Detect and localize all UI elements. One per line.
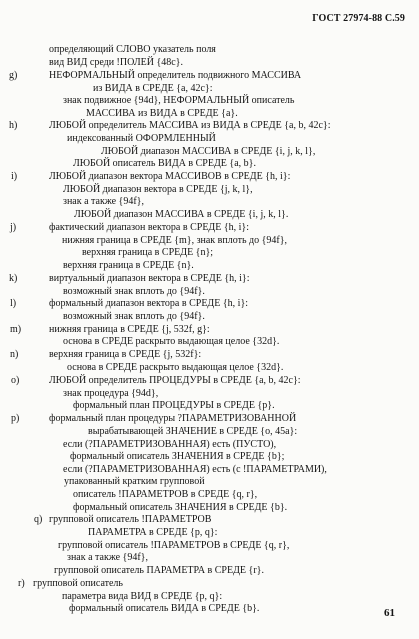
text-line: формальный диапазон вектора в СРЕДЕ {h, i}:	[49, 298, 249, 309]
item-marker: p)	[11, 413, 20, 424]
text-line: описатель !ПАРАМЕТРОВ в СРЕДЕ {q, r},	[73, 489, 258, 500]
item-marker: o)	[11, 375, 20, 386]
item-marker: l)	[10, 298, 17, 309]
text-line: формальный описатель ЗНАЧЕНИЯ в СРЕДЕ {b};	[70, 451, 285, 462]
text-line: упакованный кратким групповой	[64, 476, 205, 487]
item-marker: k)	[9, 273, 18, 284]
text-line: групповой описатель !ПАРАМЕТРОВ	[49, 514, 212, 525]
text-line: если (?ПАРАМЕТРИЗОВАННАЯ) есть (с !ПАРАМЕТРАМИ),	[63, 464, 327, 475]
text-line: знак а также {94f},	[63, 196, 144, 207]
text-line: если (?ПАРАМЕТРИЗОВАННАЯ) есть (ПУСТО),	[63, 439, 277, 450]
text-line: из ВИДА в СРЕДЕ {a, 42c}:	[93, 83, 213, 94]
text-line: верхняя граница в СРЕДЕ {n}.	[63, 260, 194, 271]
item-marker: g)	[9, 70, 18, 81]
text-line: верхняя граница в СРЕДЕ {j, 532f}:	[49, 349, 202, 360]
page-number: 61	[384, 607, 395, 619]
text-line: ЛЮБОЙ диапазон вектора МАССИВОВ в СРЕДЕ {h, i}:	[49, 171, 291, 182]
text-line: индексованный ОФОРМЛЕННЫЙ	[67, 133, 216, 144]
text-line: вид ВИД среди !ПОЛЕЙ {48c}.	[49, 57, 183, 68]
text-line: фактический диапазон вектора в СРЕДЕ {h, i}:	[49, 222, 250, 233]
item-marker: h)	[9, 120, 18, 131]
text-line: формальный описатель ЗНАЧЕНИЯ в СРЕДЕ {b}.	[73, 502, 288, 513]
text-line: ЛЮБОЙ диапазон МАССИВА в СРЕДЕ {i, j, k, l}.	[74, 209, 289, 220]
text-line: нижняя граница в СРЕДЕ {m}, знак вплоть до {94f},	[62, 235, 288, 246]
text-line: групповой описатель	[33, 578, 123, 589]
text-line: НЕФОРМАЛЬНЫЙ определитель подвижного МАССИВА	[49, 70, 302, 81]
text-line: МАССИВА из ВИДА в СРЕДЕ {a}.	[86, 108, 238, 119]
item-marker: q)	[34, 514, 43, 525]
item-marker: j)	[10, 222, 17, 233]
text-line: знак а также {94f},	[67, 552, 148, 563]
text-line: основа в СРЕДЕ раскрыто выдающая целое {32d}.	[63, 336, 280, 347]
item-marker: n)	[10, 349, 19, 360]
text-line: формальный план процедуры ?ПАРАМЕТРИЗОВАННОЙ	[49, 413, 297, 424]
text-line: знак процедура {94d},	[63, 388, 159, 399]
text-line: возможный знак вплоть до {94f}.	[63, 311, 205, 322]
item-marker: i)	[11, 171, 18, 182]
text-line: формальный описатель ВИДА в СРЕДЕ {b}.	[69, 603, 260, 614]
item-marker: r)	[18, 578, 25, 589]
text-line: возможный знак вплоть до {94f}.	[63, 286, 205, 297]
page-header: ГОСТ 27974-88 С.59	[312, 13, 405, 24]
text-line: вырабатывающей ЗНАЧЕНИЕ в СРЕДЕ {o, 45a}:	[88, 426, 298, 437]
text-line: определяющий СЛОВО указатель поля	[49, 44, 216, 55]
text-line: нижняя граница в СРЕДЕ {j, 532f, g}:	[49, 324, 210, 335]
text-line: ЛЮБОЙ диапазон МАССИВА в СРЕДЕ {i, j, k, l},	[101, 146, 316, 157]
text-line: основа в СРЕДЕ раскрыто выдающая целое {32d}.	[67, 362, 284, 373]
text-line: параметра вида ВИД в СРЕДЕ {p, q}:	[62, 591, 223, 602]
item-marker: m)	[10, 324, 22, 335]
text-line: ЛЮБОЙ диапазон вектора в СРЕДЕ {j, k, l},	[63, 184, 253, 195]
text-line: ЛЮБОЙ определитель МАССИВА из ВИДА в СРЕДЕ {a, b, 42c}:	[49, 120, 331, 131]
text-line: групповой описатель ПАРАМЕТРА в СРЕДЕ {r}.	[54, 565, 264, 576]
text-line: групповой описатель !ПАРАМЕТРОВ в СРЕДЕ {q, r},	[58, 540, 290, 551]
text-line: формальный план ПРОЦЕДУРЫ в СРЕДЕ {p}.	[73, 400, 275, 411]
text-line: знак подвижное {94d}, НЕФОРМАЛЬНЫЙ описатель	[63, 95, 295, 106]
text-line: верхняя граница в СРЕДЕ {n};	[82, 247, 214, 258]
text-line: ЛЮБОЙ определитель ПРОЦЕДУРЫ в СРЕДЕ {a, b, 42c}:	[49, 375, 301, 386]
text-line: ЛЮБОЙ описатель ВИДА в СРЕДЕ {a, b}.	[73, 158, 256, 169]
text-line: ПАРАМЕТРА в СРЕДЕ {p, q}:	[88, 527, 218, 538]
text-line: виртуальный диапазон вектора в СРЕДЕ {h, i}:	[49, 273, 250, 284]
